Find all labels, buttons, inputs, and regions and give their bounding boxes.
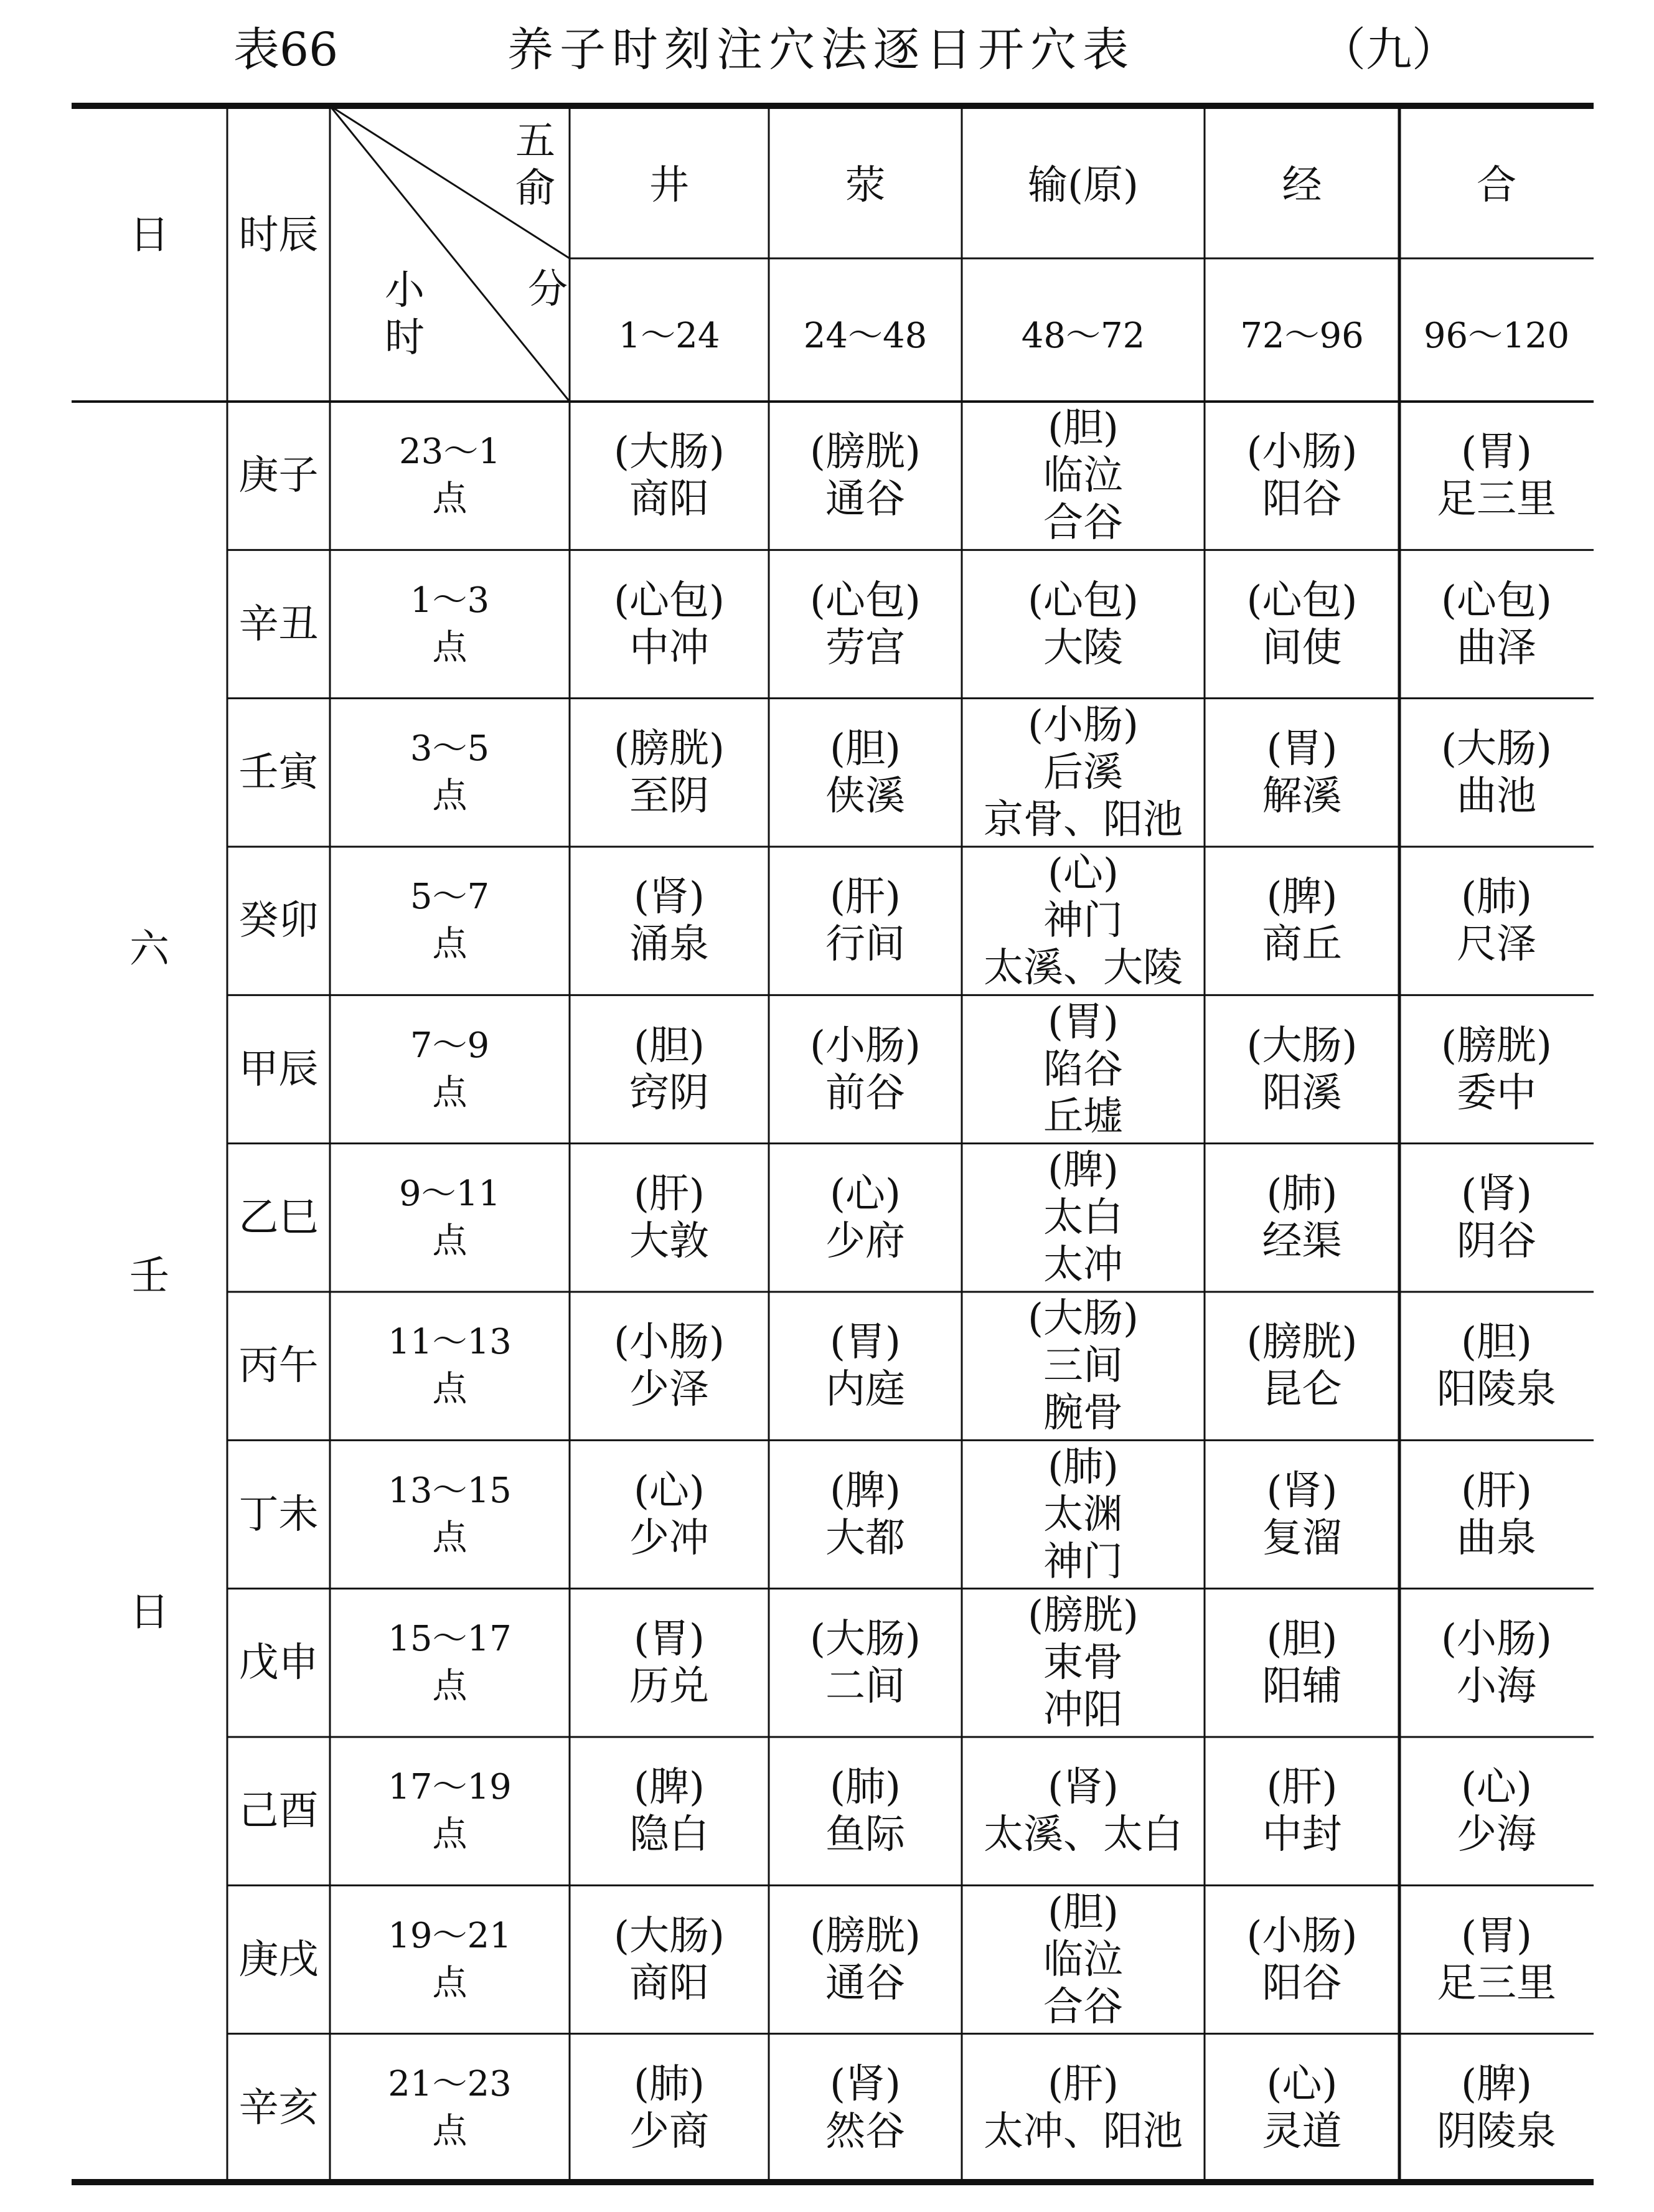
diagonal-hours-label-line: 时 (385, 315, 425, 361)
acupoint-cell (629, 1616, 709, 1710)
acupoint-cell-line: 阳谷 (1262, 1960, 1342, 2007)
acupoint-cell-line: 阳谷 (1262, 476, 1342, 523)
hours-cell-line: 7～9 (410, 1025, 490, 1066)
acupoint-cell-line: 少冲 (629, 1515, 709, 1561)
acupoint-group-minutes: 24～48 (803, 316, 928, 356)
acupoint-cell-line: (胃) (1266, 725, 1338, 772)
acupoint-cell-line: (肝) (1048, 2061, 1119, 2107)
acupoint-cell-line: (胆) (1461, 1319, 1532, 1366)
table-grid (72, 106, 1594, 2182)
acupoint-cell (1043, 999, 1123, 1141)
acupoint-cell-line: 中封 (1262, 1812, 1342, 1858)
day-label-char: 日 (129, 1589, 169, 1635)
hours-cell (410, 725, 489, 820)
acupoint-cell-line: 解溪 (1262, 773, 1342, 819)
acupoint-cell-line: (大肠) (1028, 1296, 1139, 1342)
acupoint-cell-line: 曲池 (1457, 773, 1536, 819)
acupoint-cell-line: 后溪 (1043, 749, 1123, 796)
acupoint-cell-line: (肾) (634, 874, 705, 921)
acupoint-cell-line: 阴谷 (1457, 1218, 1536, 1264)
acupoint-cell (825, 1467, 905, 1562)
hours-cell (399, 1170, 500, 1265)
acupoint-cell-line: (肺) (1048, 1444, 1119, 1490)
acupoint-cell-line: (肺) (634, 2061, 705, 2107)
acupoint-cell-line: 太渊 (1043, 1491, 1123, 1538)
acupoint-cell-line: (胆) (830, 725, 901, 772)
acupoint-group-minutes: 96～120 (1423, 316, 1570, 356)
acupoint-cell-line: (心) (634, 1467, 705, 1514)
acupoint-cell-line: (胃) (1461, 429, 1532, 476)
acupoint-cell-line: (胃) (634, 1616, 705, 1662)
acupoint-cell-line: 通谷 (825, 476, 905, 523)
acupoint-cell-line: 阳溪 (1262, 1070, 1342, 1116)
acupoint-cell-line: 中冲 (629, 624, 709, 671)
hours-cell-line: 点 (432, 1369, 468, 1410)
acupoint-cell (1247, 428, 1358, 523)
acupoint-cell (810, 1022, 921, 1117)
acupoint-cell-line: 委中 (1457, 1070, 1536, 1116)
hours-cell (399, 428, 500, 523)
hours-cell-line: 点 (432, 924, 468, 965)
acupoint-cell-line: (膀胱) (810, 1913, 921, 1959)
acupoint-cell (629, 873, 709, 968)
acupoint-cell-line: 阳辅 (1262, 1663, 1342, 1710)
hours-cell-line: 点 (432, 1665, 468, 1706)
acupoint-group-name: 经 (1282, 162, 1322, 209)
shichen-cell: 辛丑 (238, 601, 319, 647)
acupoint-cell (1262, 1764, 1342, 1858)
acupoint-cell-line: 曲泽 (1457, 624, 1536, 671)
acupoint-cell-line: 临泣 (1043, 1936, 1123, 1983)
acupoint-cell-line: (肾) (1461, 1170, 1532, 1217)
acupoint-cell (629, 2061, 709, 2155)
acupoint-cell-line: 灵道 (1262, 2108, 1342, 2155)
table-part: （九） (1320, 23, 1458, 77)
acupoint-cell (1028, 1295, 1139, 1437)
acupoint-cell-line: 间使 (1262, 624, 1342, 671)
acupoint-cell (629, 1022, 709, 1117)
acupoint-cell-line: (心) (1266, 2061, 1338, 2107)
acupoint-cell-line: 然谷 (825, 2108, 905, 2155)
acupoint-cell (1247, 1913, 1358, 2007)
acupoint-cell-line: (脾) (634, 1764, 705, 1811)
acupoint-cell (1262, 725, 1342, 820)
acupoint-cell-line: 陷谷 (1043, 1046, 1123, 1093)
acupoint-cell-line: 复溜 (1262, 1515, 1342, 1561)
acupoint-cell-line: 侠溪 (825, 773, 905, 819)
acupoint-cell-line: 尺泽 (1457, 921, 1536, 968)
acupoint-group-name: 合 (1477, 162, 1516, 209)
acupoint-cell-line: 临泣 (1043, 453, 1123, 499)
acupoint-cell-line: (心) (1048, 850, 1119, 897)
acupoint-cell (1457, 873, 1536, 968)
diagonal-hours-label-line: 小 (385, 268, 425, 314)
acupoint-cell-line: 三间 (1043, 1343, 1123, 1390)
acupoint-cell (984, 850, 1183, 992)
acupoint-cell (1437, 2061, 1556, 2155)
acupoint-cell-line: 太冲 (1043, 1241, 1123, 1288)
acupoint-cell-line: (胃) (830, 1319, 901, 1366)
acupoint-cell (825, 1764, 905, 1858)
acupoint-cell (810, 577, 921, 672)
hours-cell (410, 873, 489, 968)
acupoint-cell-line: 合谷 (1043, 1984, 1123, 2030)
acupoint-cell (1441, 1022, 1552, 1117)
hours-cell-line: 点 (432, 627, 468, 668)
acupoint-cell-line: 太白 (1043, 1194, 1123, 1241)
acupoint-cell-line: 大敦 (629, 1218, 709, 1264)
acupoint-cell (810, 1913, 921, 2007)
acupoint-group-name: 井 (649, 162, 689, 209)
acupoint-cell-line: (肾) (1266, 1467, 1338, 1514)
diagonal-wushu-label-line: 五 (515, 118, 555, 164)
acupoint-cell-line: 合谷 (1043, 500, 1123, 547)
acupoint-cell (1437, 1913, 1556, 2007)
shichen-cell: 戊申 (238, 1639, 319, 1686)
acupoint-cell (1262, 873, 1342, 968)
acupoint-cell (614, 725, 725, 820)
acupoint-cell-line: 小海 (1457, 1663, 1536, 1710)
acupoint-cell-line: 冲阳 (1043, 1687, 1123, 1733)
day-label-char: 六 (129, 926, 169, 972)
acupoint-cell-line: (脾) (830, 1467, 901, 1514)
acupoint-cell (1028, 577, 1139, 672)
hours-cell-line: 17～19 (388, 1767, 512, 1808)
acupoint-cell-line: (心) (830, 1170, 901, 1217)
acupoint-cell (1437, 428, 1556, 523)
hours-cell (388, 1616, 512, 1710)
acupoint-cell (614, 428, 725, 523)
acupoint-cell (614, 577, 725, 672)
acupoint-group-minutes: 48～72 (1021, 316, 1145, 356)
acupoint-cell (1043, 405, 1123, 547)
acupoint-cell (1043, 1889, 1123, 2031)
acupoint-cell (825, 873, 905, 968)
acupoint-cell-line: 商阳 (629, 476, 709, 523)
acupoint-cell-line: (大肠) (810, 1616, 921, 1662)
acupoint-cell (1028, 1592, 1139, 1734)
acupoint-cell-line: 昆仑 (1262, 1367, 1342, 1413)
acupoint-cell (1262, 1616, 1342, 1710)
acupoint-cell (1043, 1147, 1123, 1289)
shichen-cell: 丁未 (238, 1491, 319, 1538)
acupoint-cell-line: (小肠) (810, 1022, 921, 1069)
acupoint-cell-line: 涌泉 (629, 921, 709, 968)
acupoint-cell-line: (胆) (1266, 1616, 1338, 1662)
acupoint-cell-line: 少府 (825, 1218, 905, 1264)
acupoint-cell-line: 太溪、太白 (984, 1812, 1183, 1858)
acupoint-cell-line: (小肠) (614, 1319, 725, 1366)
acupoint-cell-line: (肺) (1266, 1170, 1338, 1217)
acupoint-cell (629, 1467, 709, 1562)
acupoint-cell (1457, 1170, 1536, 1265)
acupoint-cell-line: (肺) (1461, 874, 1532, 921)
hours-cell-line: 3～5 (410, 728, 490, 769)
acupoint-cell-line: 历兑 (629, 1663, 709, 1710)
hours-cell (388, 2061, 512, 2155)
acupoint-cell-line: 商丘 (1262, 921, 1342, 968)
acupoint-cell-line: (膀胱) (1441, 1022, 1552, 1069)
acupoint-cell-line: (大肠) (614, 429, 725, 476)
acupoint-cell-line: 丘墟 (1043, 1093, 1123, 1140)
hours-cell-line: 21～23 (388, 2063, 512, 2104)
hours-cell-line: 5～7 (410, 877, 490, 918)
acupoint-cell-line: 神门 (1043, 1538, 1123, 1585)
acupoint-cell-line: 京骨、阳池 (984, 796, 1183, 843)
acupoint-cell-line: (心包) (1028, 577, 1139, 624)
acupoint-cell-line: 足三里 (1437, 1960, 1556, 2007)
hours-cell-line: 9～11 (399, 1173, 500, 1214)
acupoint-cell-line: 足三里 (1437, 476, 1556, 523)
acupoint-cell-line: (脾) (1461, 2061, 1532, 2107)
acupoint-cell-line: (小肠) (1441, 1616, 1552, 1662)
hours-cell-line: 19～21 (388, 1915, 512, 1956)
acupoint-cell-line: (膀胱) (1028, 1592, 1139, 1639)
acupoint-cell (629, 1764, 709, 1858)
acupoint-cell-line: (膀胱) (1246, 1319, 1358, 1366)
acupoint-group-name: 荥 (845, 162, 885, 209)
acupoint-cell-line: 行间 (825, 921, 905, 968)
shichen-cell: 己酉 (238, 1788, 319, 1835)
acupoint-cell-line: (膀胱) (810, 429, 921, 476)
acupoint-cell (810, 1616, 921, 1710)
acupoint-cell-line: 窍阴 (629, 1070, 709, 1116)
acupoint-cell-line: (胃) (1461, 1913, 1532, 1959)
acupoint-cell-line: 隐白 (629, 1812, 709, 1858)
acupoint-cell-line: 阴陵泉 (1437, 2108, 1556, 2155)
shichen-cell: 乙巳 (238, 1194, 319, 1241)
acupoint-cell-line: (肺) (830, 1764, 901, 1811)
diagonal-wushu-label (515, 118, 555, 212)
acupoint-cell-line: (脾) (1266, 874, 1338, 921)
acupoint-cell (1457, 1764, 1536, 1858)
acupoint-cell-line: (脾) (1048, 1147, 1119, 1193)
hours-cell (410, 577, 489, 672)
acupoint-cell (825, 725, 905, 820)
shichen-column-header: 时辰 (238, 212, 319, 258)
hours-cell (388, 1319, 512, 1413)
acupoint-group-minutes: 1～24 (618, 316, 720, 356)
acupoint-cell (984, 1764, 1183, 1858)
hours-cell-line: 点 (432, 1517, 468, 1558)
hours-cell-line: 点 (432, 1072, 468, 1113)
acupoint-cell-line: 腕骨 (1043, 1390, 1123, 1437)
acupoint-cell-line: (肾) (1048, 1764, 1119, 1811)
acupoint-cell-line: (小肠) (1246, 429, 1358, 476)
acupoint-cell (629, 1170, 709, 1265)
hours-cell-line: 23～1 (399, 431, 500, 473)
acupoint-cell-line: (心包) (1246, 577, 1358, 624)
acupoint-cell (810, 428, 921, 523)
acupoint-cell-line: (胆) (1048, 405, 1119, 452)
acupoint-cell (1247, 1022, 1358, 1117)
acupoint-cell-line: 少商 (629, 2108, 709, 2155)
acupoint-cell-line: 少泽 (629, 1367, 709, 1413)
acupoint-cell (1262, 1170, 1342, 1265)
hours-cell-line: 11～13 (388, 1322, 512, 1363)
hours-cell-line: 15～17 (388, 1618, 512, 1659)
hours-cell (388, 1467, 512, 1562)
acupoint-cell-line: (小肠) (1028, 702, 1139, 748)
acupoint-cell-line: (膀胱) (614, 725, 725, 772)
acupoint-cell-line: 前谷 (825, 1070, 905, 1116)
acupoint-cell-line: (胆) (634, 1022, 705, 1069)
acupoint-cell (1247, 1319, 1358, 1413)
acupoint-cell (825, 1170, 905, 1265)
acupoint-cell-line: 鱼际 (825, 1812, 905, 1858)
hours-cell-line: 点 (432, 1962, 468, 2003)
shichen-cell: 癸卯 (238, 898, 319, 944)
hours-cell-line: 1～3 (410, 580, 490, 621)
acupoint-cell-line: (肝) (1461, 1467, 1532, 1514)
hours-cell-line: 点 (432, 479, 468, 520)
acupoint-cell-line: (大肠) (614, 1913, 725, 1959)
shichen-cell: 庚戌 (238, 1936, 319, 1983)
hours-cell-line: 点 (432, 1220, 468, 1261)
table-title: 养子时刻注穴法逐日开穴表 (507, 23, 1135, 77)
acupoint-cell-line: (肝) (634, 1170, 705, 1217)
acupoint-cell (614, 1913, 725, 2007)
shichen-cell: 庚子 (238, 453, 319, 499)
acupoint-cell-line: 大都 (825, 1515, 905, 1561)
diagonal-minutes-label: 分 (528, 266, 568, 313)
acupoint-cell (1441, 1616, 1552, 1710)
hours-cell-line: 点 (432, 1814, 468, 1855)
acupoint-cell-line: (心包) (614, 577, 725, 624)
shichen-cell: 丙午 (238, 1343, 319, 1390)
acupoint-cell (825, 2061, 905, 2155)
acupoint-cell (984, 702, 1183, 844)
acupoint-cell-line: 二间 (825, 1663, 905, 1710)
acupoint-cell (1457, 1467, 1536, 1562)
table-number: 表66 (233, 23, 339, 77)
acupoint-cell (1247, 577, 1358, 672)
acupoint-cell (1043, 1444, 1123, 1586)
hours-cell (388, 1913, 512, 2007)
acupoint-cell-line: (胃) (1048, 999, 1119, 1045)
acupoint-cell-line: (心) (1461, 1764, 1532, 1811)
shichen-cell: 辛亥 (238, 2084, 319, 2131)
acupoint-cell (1441, 577, 1552, 672)
hours-cell (388, 1764, 512, 1858)
hours-cell (410, 1022, 489, 1117)
acupoint-cell-line: 劳宫 (825, 624, 905, 671)
acupoint-cell (1262, 2061, 1342, 2155)
acupoint-cell-line: (大肠) (1246, 1022, 1358, 1069)
acupoint-cell-line: 少海 (1457, 1812, 1536, 1858)
acupoint-cell-line: 内庭 (825, 1367, 905, 1413)
acupoint-cell-line: 大陵 (1043, 624, 1123, 671)
shichen-cell: 壬寅 (238, 749, 319, 796)
acupoint-cell (1437, 1319, 1556, 1413)
acupoint-cell-line: (胆) (1048, 1889, 1119, 1936)
acupoint-cell (614, 1319, 725, 1413)
shichen-cell: 甲辰 (238, 1046, 319, 1093)
acupoint-cell (1441, 725, 1552, 820)
acupoint-cell-line: (肝) (1266, 1764, 1338, 1811)
hours-cell-line: 13～15 (388, 1470, 512, 1511)
acupoint-cell-line: 经渠 (1262, 1218, 1342, 1264)
acupoint-cell-line: (心包) (810, 577, 921, 624)
acupoint-group-name: 输(原) (1028, 162, 1139, 209)
acupoint-cell-line: 阳陵泉 (1437, 1367, 1556, 1413)
acupoint-cell-line: 商阳 (629, 1960, 709, 2007)
acupoint-cell-line: (心包) (1441, 577, 1552, 624)
acupoint-cell (825, 1319, 905, 1413)
acupoint-cell-line: 束骨 (1043, 1639, 1123, 1686)
acupoint-cell-line: (大肠) (1441, 725, 1552, 772)
acupoint-cell (984, 2061, 1183, 2155)
day-column-header: 日 (129, 212, 169, 258)
hours-cell-line: 点 (432, 2111, 468, 2152)
hours-cell-line: 点 (432, 775, 468, 816)
acupoint-cell-line: 通谷 (825, 1960, 905, 2007)
day-label-char: 壬 (129, 1253, 169, 1299)
acupoint-group-minutes: 72～96 (1240, 316, 1364, 356)
diagonal-wushu-label-line: 俞 (515, 166, 555, 212)
acupoint-cell-line: 太溪、大陵 (984, 945, 1183, 992)
acupoint-cell-line: (小肠) (1246, 1913, 1358, 1959)
acupoint-cell-line: 曲泉 (1457, 1515, 1536, 1561)
acupoint-cell-line: 神门 (1043, 898, 1123, 944)
acupoint-cell (1262, 1467, 1342, 1562)
acupoint-cell-line: 至阴 (629, 773, 709, 819)
acupoint-cell-line: (肾) (830, 2061, 901, 2107)
diagonal-hours-label (385, 267, 425, 362)
acupoint-cell-line: (肝) (830, 874, 901, 921)
acupoint-cell-line: 太冲、阳池 (984, 2108, 1183, 2155)
